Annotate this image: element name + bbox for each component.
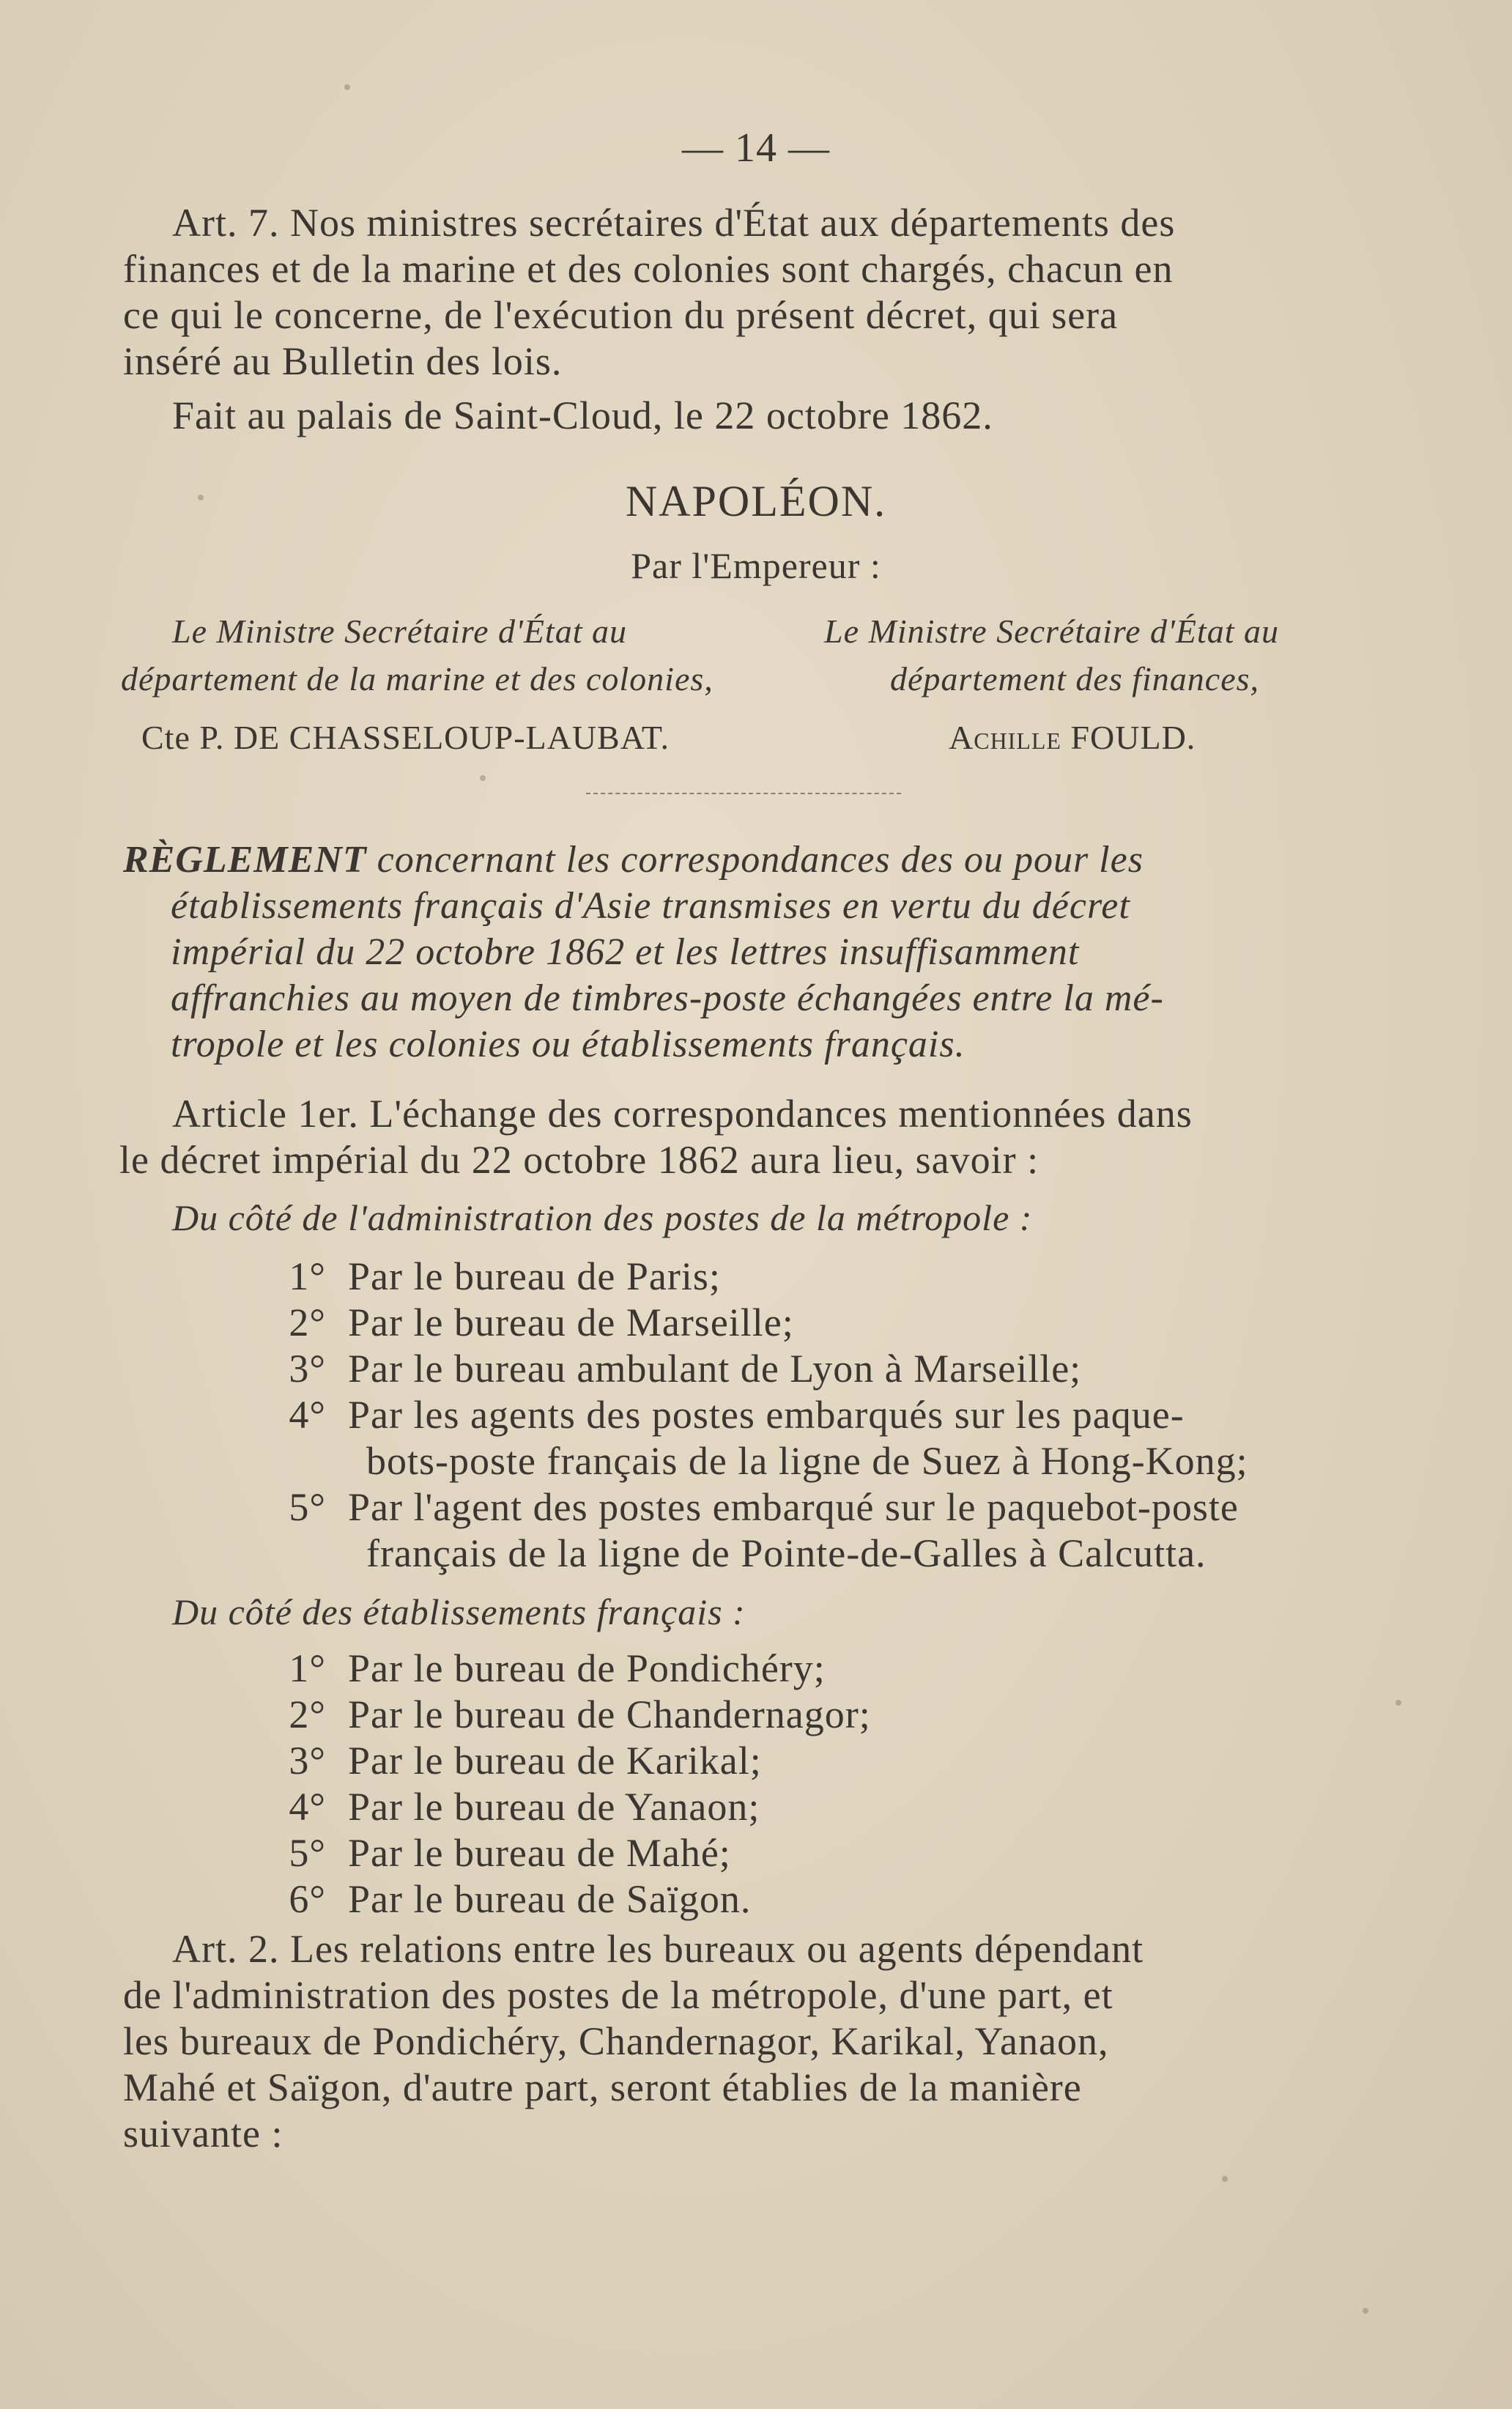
item-number: 5°: [289, 1831, 326, 1875]
paper-speck: [1396, 1700, 1401, 1706]
etablissement-item-3: [260, 1737, 762, 1784]
article-7-line-1: Art. 7. Nos ministres secrétaires d'État aux départements des: [172, 201, 1176, 245]
metropole-item-4: [260, 1391, 1185, 1438]
left-minister-line-1: Le Ministre Secrétaire d'État au: [172, 613, 627, 650]
right-minister-line-1: Le Ministre Secrétaire d'État au: [824, 613, 1279, 650]
item-text: Par le bureau de Pondichéry;: [348, 1646, 826, 1690]
item-text: Par le bureau de Yanaon;: [348, 1785, 760, 1829]
reglement-title-line-1: [123, 837, 1144, 884]
reglement-heading: RÈGLEMENT: [123, 839, 367, 881]
etablissement-item-5: [260, 1829, 731, 1876]
reglement-title-line-4: affranchies au moyen de timbres-poste échangées entre la mé-: [171, 977, 1164, 1019]
article-2-line-1: Art. 2. Les relations entre les bureaux ou agents dépendant: [172, 1927, 1144, 1971]
left-minister-line-2: département de la marine et des colonies,: [121, 660, 714, 697]
item-text: Par le bureau de Karikal;: [348, 1739, 762, 1783]
item-text: Par le bureau de Chandernagor;: [348, 1692, 871, 1736]
article-1-line-1: Article 1er. L'échange des correspondances mentionnées dans: [172, 1092, 1193, 1136]
item-number: 4°: [289, 1785, 326, 1829]
right-minister-line-2: département des finances,: [890, 660, 1260, 697]
fait-au-palais: Fait au palais de Saint-Cloud, le 22 octobre 1862.: [172, 393, 993, 437]
item-number: 2°: [289, 1300, 326, 1344]
section-divider: [586, 793, 901, 794]
etablissement-item-4: [260, 1783, 760, 1830]
paper-speck: [344, 84, 350, 90]
etablissement-item-2: [260, 1691, 871, 1738]
article-2-line-3: les bureaux de Pondichéry, Chandernagor, Karikal, Yanaon,: [123, 2019, 1109, 2063]
item-number: 3°: [289, 1347, 326, 1391]
article-1-line-2: le décret impérial du 22 octobre 1862 aura lieu, savoir :: [119, 1138, 1040, 1182]
paper-speck: [1363, 2308, 1368, 2314]
side-metropole-heading: Du côté de l'administration des postes de la métropole :: [172, 1197, 1033, 1238]
reglement-title-line-2: établissements français d'Asie transmises en vertu du décret: [171, 885, 1130, 927]
metropole-item-3: [260, 1345, 1081, 1392]
metropole-item-2: [260, 1299, 794, 1346]
item-number: 2°: [289, 1692, 326, 1736]
item-text: Par l'agent des postes embarqué sur le paquebot-poste: [348, 1485, 1239, 1529]
reglement-title-line-5: tropole et les colonies ou établissements français.: [171, 1024, 966, 1065]
etablissement-item-6: [260, 1876, 751, 1923]
article-7-line-4: inséré au Bulletin des lois.: [123, 339, 563, 383]
paper-speck: [1222, 2176, 1228, 2182]
item-text: Par le bureau de Saïgon.: [348, 1877, 752, 1921]
item-number: 6°: [289, 1877, 326, 1921]
article-2-line-2: de l'administration des postes de la métropole, d'une part, et: [123, 1973, 1113, 2017]
page-number: — 14 —: [682, 125, 830, 171]
etablissement-item-1: [260, 1645, 826, 1692]
item-text: Par le bureau ambulant de Lyon à Marseille;: [348, 1347, 1082, 1391]
article-7-line-3: ce qui le concerne, de l'exécution du présent décret, qui sera: [123, 293, 1119, 337]
left-minister-name: Cte P. DE CHASSELOUP-LAUBAT.: [141, 719, 670, 756]
article-2-line-4: Mahé et Saïgon, d'autre part, seront établies de la manière: [123, 2065, 1082, 2109]
item-number: 4°: [289, 1393, 326, 1437]
item-number: 3°: [289, 1739, 326, 1783]
reglement-line-1-text: concernant les correspondances des ou pour les: [377, 839, 1144, 881]
item-text: Par le bureau de Paris;: [348, 1254, 721, 1298]
reglement-title-line-3: impérial du 22 octobre 1862 et les lettres insuffisamment: [171, 931, 1080, 973]
metropole-item-1: [260, 1253, 721, 1300]
metropole-item-4-continued: bots-poste français de la ligne de Suez à Hong-Kong;: [366, 1439, 1248, 1483]
signature-napoleon: NAPOLÉON.: [625, 477, 887, 525]
item-text: Par les agents des postes embarqués sur les paque-: [348, 1393, 1185, 1437]
metropole-item-5-continued: français de la ligne de Pointe-de-Galles à Calcutta.: [366, 1531, 1207, 1575]
article-2-line-5: suivante :: [123, 2112, 284, 2155]
side-etablissements-heading: Du côté des établissements français :: [172, 1591, 746, 1632]
item-number: 1°: [289, 1646, 326, 1690]
item-text: Par le bureau de Mahé;: [348, 1831, 731, 1875]
paper-speck: [480, 775, 486, 781]
metropole-item-5: [260, 1484, 1239, 1531]
article-7-line-2: finances et de la marine et des colonies sont chargés, chacun en: [123, 247, 1174, 291]
item-number: 1°: [289, 1254, 326, 1298]
par-l-empereur: Par l'Empereur :: [631, 545, 881, 586]
right-minister-name: Achille FOULD.: [949, 719, 1196, 756]
item-number: 5°: [289, 1485, 326, 1529]
paper-speck: [198, 495, 204, 500]
item-text: Par le bureau de Marseille;: [348, 1300, 794, 1344]
